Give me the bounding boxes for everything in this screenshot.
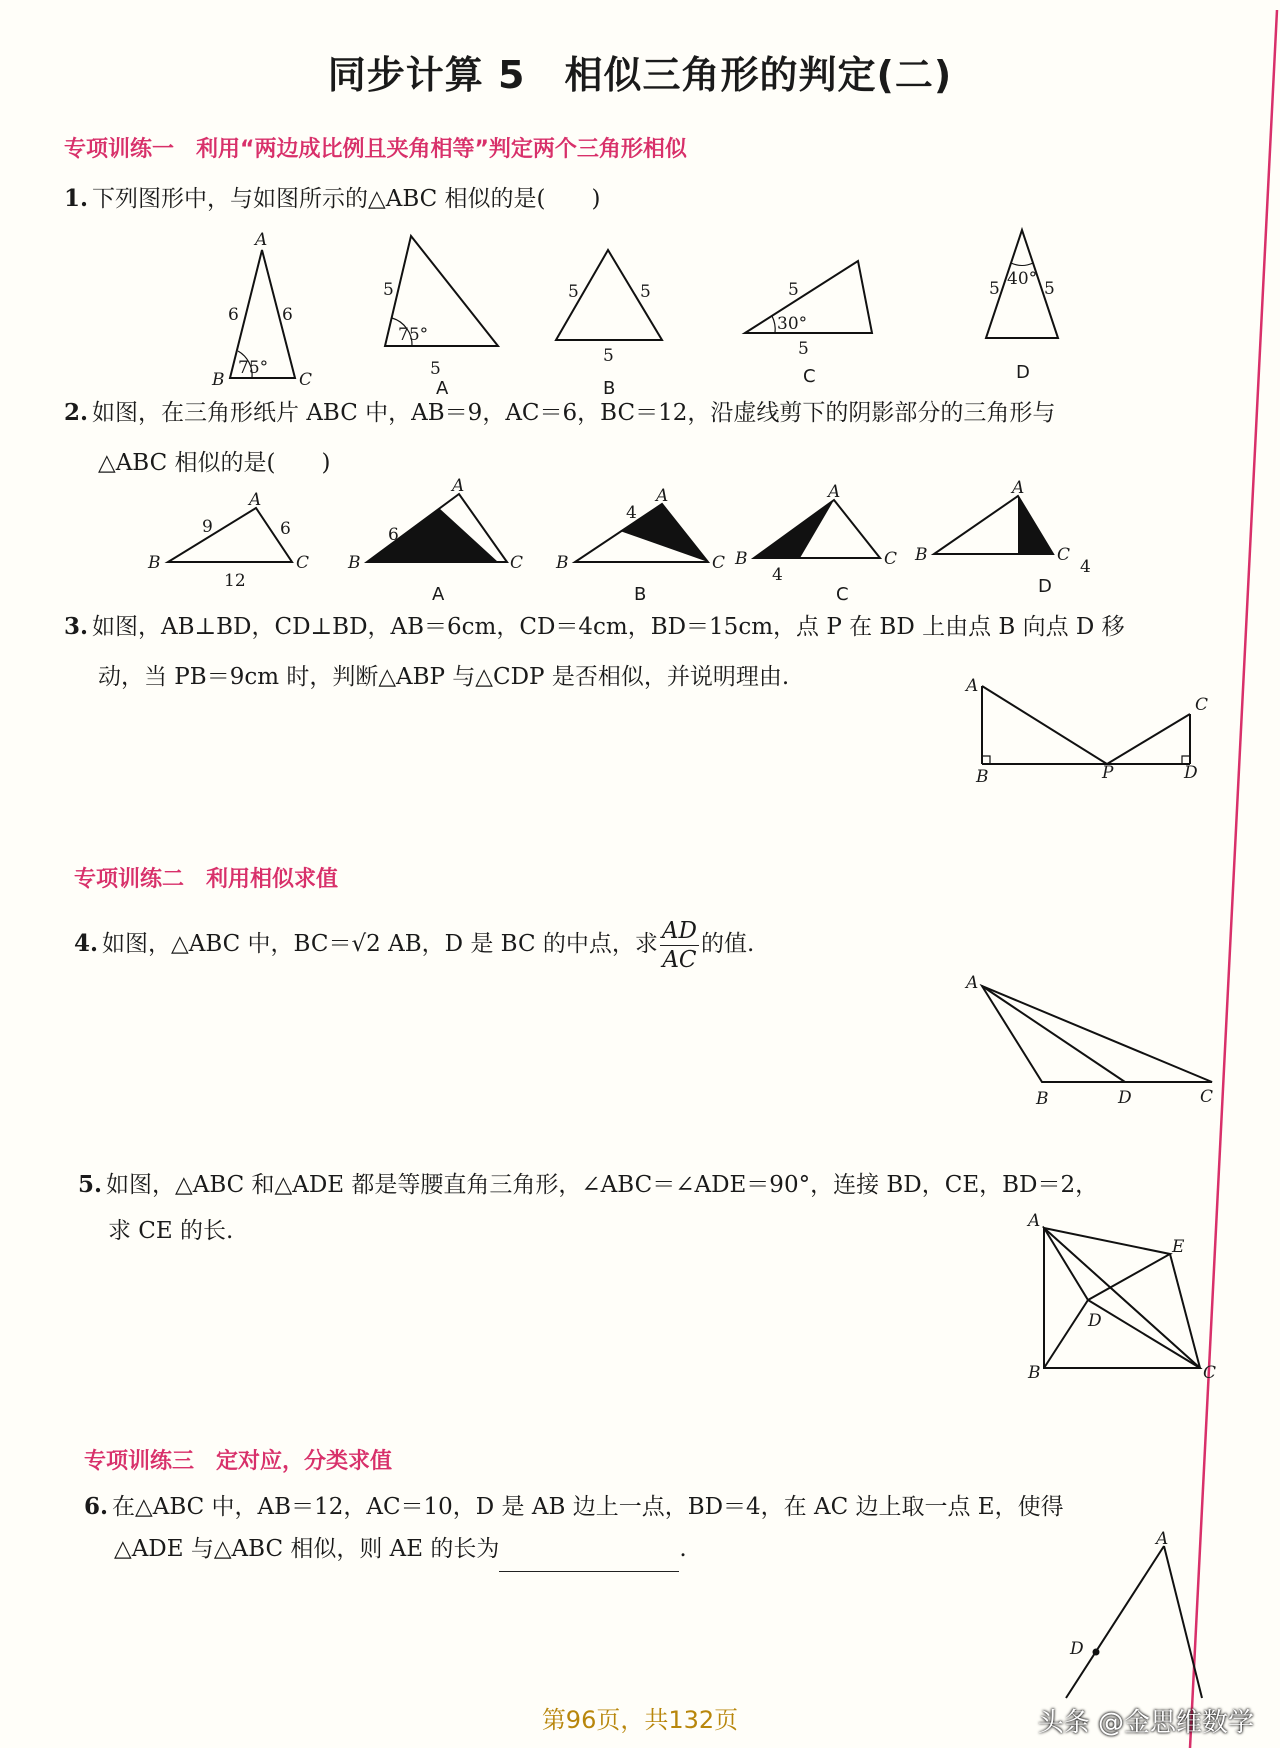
question-2: 2. 如图，在三角形纸片 ABC 中，AB＝9，AC＝6，BC＝12，沿虚线剪下的阴影部分的三角形与 bbox=[64, 399, 1056, 426]
answer-blank[interactable] bbox=[499, 1543, 679, 1572]
fig6-label-A: A bbox=[1156, 1529, 1169, 1549]
fig3-label-D: D bbox=[1184, 763, 1198, 783]
fig1-a-side-2: 5 bbox=[430, 359, 441, 379]
question-5: 5. 如图，△ABC 和△ADE 都是等腰直角三角形，∠ABC＝∠ADE＝90°，连接 BD，CE，BD＝2， bbox=[78, 1171, 1099, 1198]
fig1-d-side-1: 5 bbox=[989, 279, 1000, 299]
section-3-heading: 专项训练三 定对应，分类求值 bbox=[84, 1449, 393, 1474]
fig3-label-P: P bbox=[1102, 763, 1114, 783]
figure-1 bbox=[200, 228, 1100, 399]
svg-text:B: B bbox=[348, 553, 361, 573]
fig1-b-label: B bbox=[603, 378, 616, 399]
fig1-main-label-C: C bbox=[299, 370, 313, 390]
fig2-c-label: C bbox=[836, 584, 849, 605]
fig5-label-B: B bbox=[1028, 1363, 1041, 1383]
svg-text:A: A bbox=[828, 482, 841, 502]
fig1-option-a bbox=[383, 236, 498, 399]
svg-text:B: B bbox=[735, 549, 748, 569]
fig5-label-E: E bbox=[1172, 1237, 1185, 1257]
fig2-main-label-B: B bbox=[148, 553, 161, 573]
fig2-main-ac: 6 bbox=[280, 519, 291, 539]
question-6: 6. 在△ABC 中，AB＝12，AC＝10，D 是 AB 边上一点，BD＝4，在 AC 边上取一点 E，使得 bbox=[84, 1493, 1064, 1520]
fig1-option-c bbox=[745, 261, 872, 387]
fig1-a-label: A bbox=[436, 378, 449, 399]
svg-text:B: B bbox=[915, 545, 928, 565]
fig3-label-C: C bbox=[1195, 695, 1209, 715]
figure-3 bbox=[960, 676, 1209, 787]
fig1-d-angle: 40° bbox=[1007, 269, 1038, 289]
svg-text:A: A bbox=[656, 486, 669, 506]
watermark: 头条 @金思维数学 bbox=[1037, 1708, 1254, 1738]
fig2-main-ab: 9 bbox=[202, 517, 213, 537]
fig4-label-C: C bbox=[1200, 1087, 1214, 1107]
fig2-main-bc: 12 bbox=[224, 571, 246, 591]
question-4: 4. 如图，△ABC 中，BC＝√2 AB，D 是 BC 的中点，求 $\frac{AD}{AC}$ 的值. bbox=[74, 917, 755, 973]
fig4-label-D: D bbox=[1118, 1088, 1132, 1108]
fig5-label-A: A bbox=[1028, 1211, 1041, 1231]
figure-5 bbox=[1020, 1212, 1220, 1392]
fig1-b-side-2: 5 bbox=[640, 282, 651, 302]
svg-text:A: A bbox=[452, 476, 465, 496]
svg-text:C: C bbox=[712, 553, 726, 573]
fig2-main-label-A: A bbox=[249, 490, 262, 510]
svg-text:C: C bbox=[1057, 545, 1071, 565]
fig3-label-A: A bbox=[966, 676, 979, 696]
fig1-d-side-2: 5 bbox=[1044, 279, 1055, 299]
fig2-main-triangle bbox=[147, 490, 309, 591]
question-6-line-2: △ADE 与△ABC 相似，则 AE 的长为 . bbox=[114, 1526, 687, 1572]
fig1-main-angle: 75° bbox=[238, 358, 269, 378]
fig1-main-label-A: A bbox=[255, 230, 268, 250]
fig1-c-side-1: 5 bbox=[788, 280, 799, 300]
fig2-d-len: 4 bbox=[1080, 557, 1091, 577]
question-3: 3. 如图，AB⊥BD，CD⊥BD，AB＝6cm，CD＝4cm，BD＝15cm，点 P 在 BD 上由点 B 向点 D 移 bbox=[64, 613, 1125, 640]
fig1-c-angle: 30° bbox=[777, 314, 808, 334]
fig1-main-triangle bbox=[211, 230, 312, 390]
fig2-c-len: 4 bbox=[772, 565, 783, 585]
fig1-b-side-1: 5 bbox=[568, 282, 579, 302]
fig2-a-len: 6 bbox=[388, 525, 399, 545]
fig4-label-B: B bbox=[1036, 1089, 1049, 1109]
svg-text:A: A bbox=[1012, 478, 1025, 498]
fig1-c-label: C bbox=[803, 366, 816, 387]
svg-text:C: C bbox=[510, 553, 524, 573]
question-3-line-2: 动，当 PB＝9cm 时，判断△ABP 与△CDP 是否相似，并说明理由. bbox=[98, 664, 790, 690]
fig1-main-side-ac: 6 bbox=[282, 305, 293, 325]
fig5-label-C: C bbox=[1203, 1363, 1217, 1383]
fig6-label-D: D bbox=[1070, 1639, 1084, 1659]
fig2-option-b bbox=[555, 486, 725, 605]
figure-6 bbox=[1040, 1529, 1220, 1702]
fig1-option-d bbox=[986, 230, 1058, 383]
fig1-a-angle: 75° bbox=[398, 325, 429, 345]
fig2-option-c bbox=[734, 482, 897, 605]
fig2-option-d bbox=[914, 478, 1091, 597]
fig2-main-label-C: C bbox=[296, 553, 310, 573]
fig1-main-side-ab: 6 bbox=[228, 305, 239, 325]
section-2-heading: 专项训练二 利用相似求值 bbox=[74, 867, 339, 892]
svg-text:B: B bbox=[556, 553, 569, 573]
fig2-option-a bbox=[347, 476, 523, 605]
fig5-label-D: D bbox=[1088, 1311, 1102, 1331]
fig1-a-side-1: 5 bbox=[383, 280, 394, 300]
fig2-a-label: A bbox=[432, 584, 445, 605]
fig1-d-label: D bbox=[1016, 362, 1030, 383]
section-1-heading: 专项训练一 利用“两边成比例且夹角相等”判定两个三角形相似 bbox=[64, 137, 687, 162]
fig2-b-len: 4 bbox=[626, 503, 637, 523]
fig1-c-side-2: 5 bbox=[798, 339, 809, 359]
fig4-label-A: A bbox=[966, 973, 979, 993]
fig1-main-label-B: B bbox=[212, 370, 225, 390]
figure-2 bbox=[140, 476, 1140, 606]
fig1-b-side-3: 5 bbox=[603, 346, 614, 366]
question-1: 1. 下列图形中，与如图所示的△ABC 相似的是( ) bbox=[64, 185, 601, 212]
fig2-b-label: B bbox=[634, 584, 647, 605]
fig3-label-B: B bbox=[976, 767, 989, 787]
page-number: 第96页，共132页 bbox=[541, 1706, 739, 1734]
figure-4 bbox=[960, 970, 1220, 1110]
fraction-ad-over-ac: $\frac{AD}{AC}$ bbox=[661, 917, 697, 973]
fig1-option-b bbox=[556, 250, 662, 399]
fig2-d-label: D bbox=[1038, 576, 1052, 597]
svg-text:C: C bbox=[884, 549, 898, 569]
page-title: 同步计算 5 相似三角形的判定(二) bbox=[327, 53, 953, 97]
question-5-line-2: 求 CE 的长. bbox=[108, 1218, 234, 1244]
question-2-line-2: △ABC 相似的是( ) bbox=[98, 450, 331, 476]
